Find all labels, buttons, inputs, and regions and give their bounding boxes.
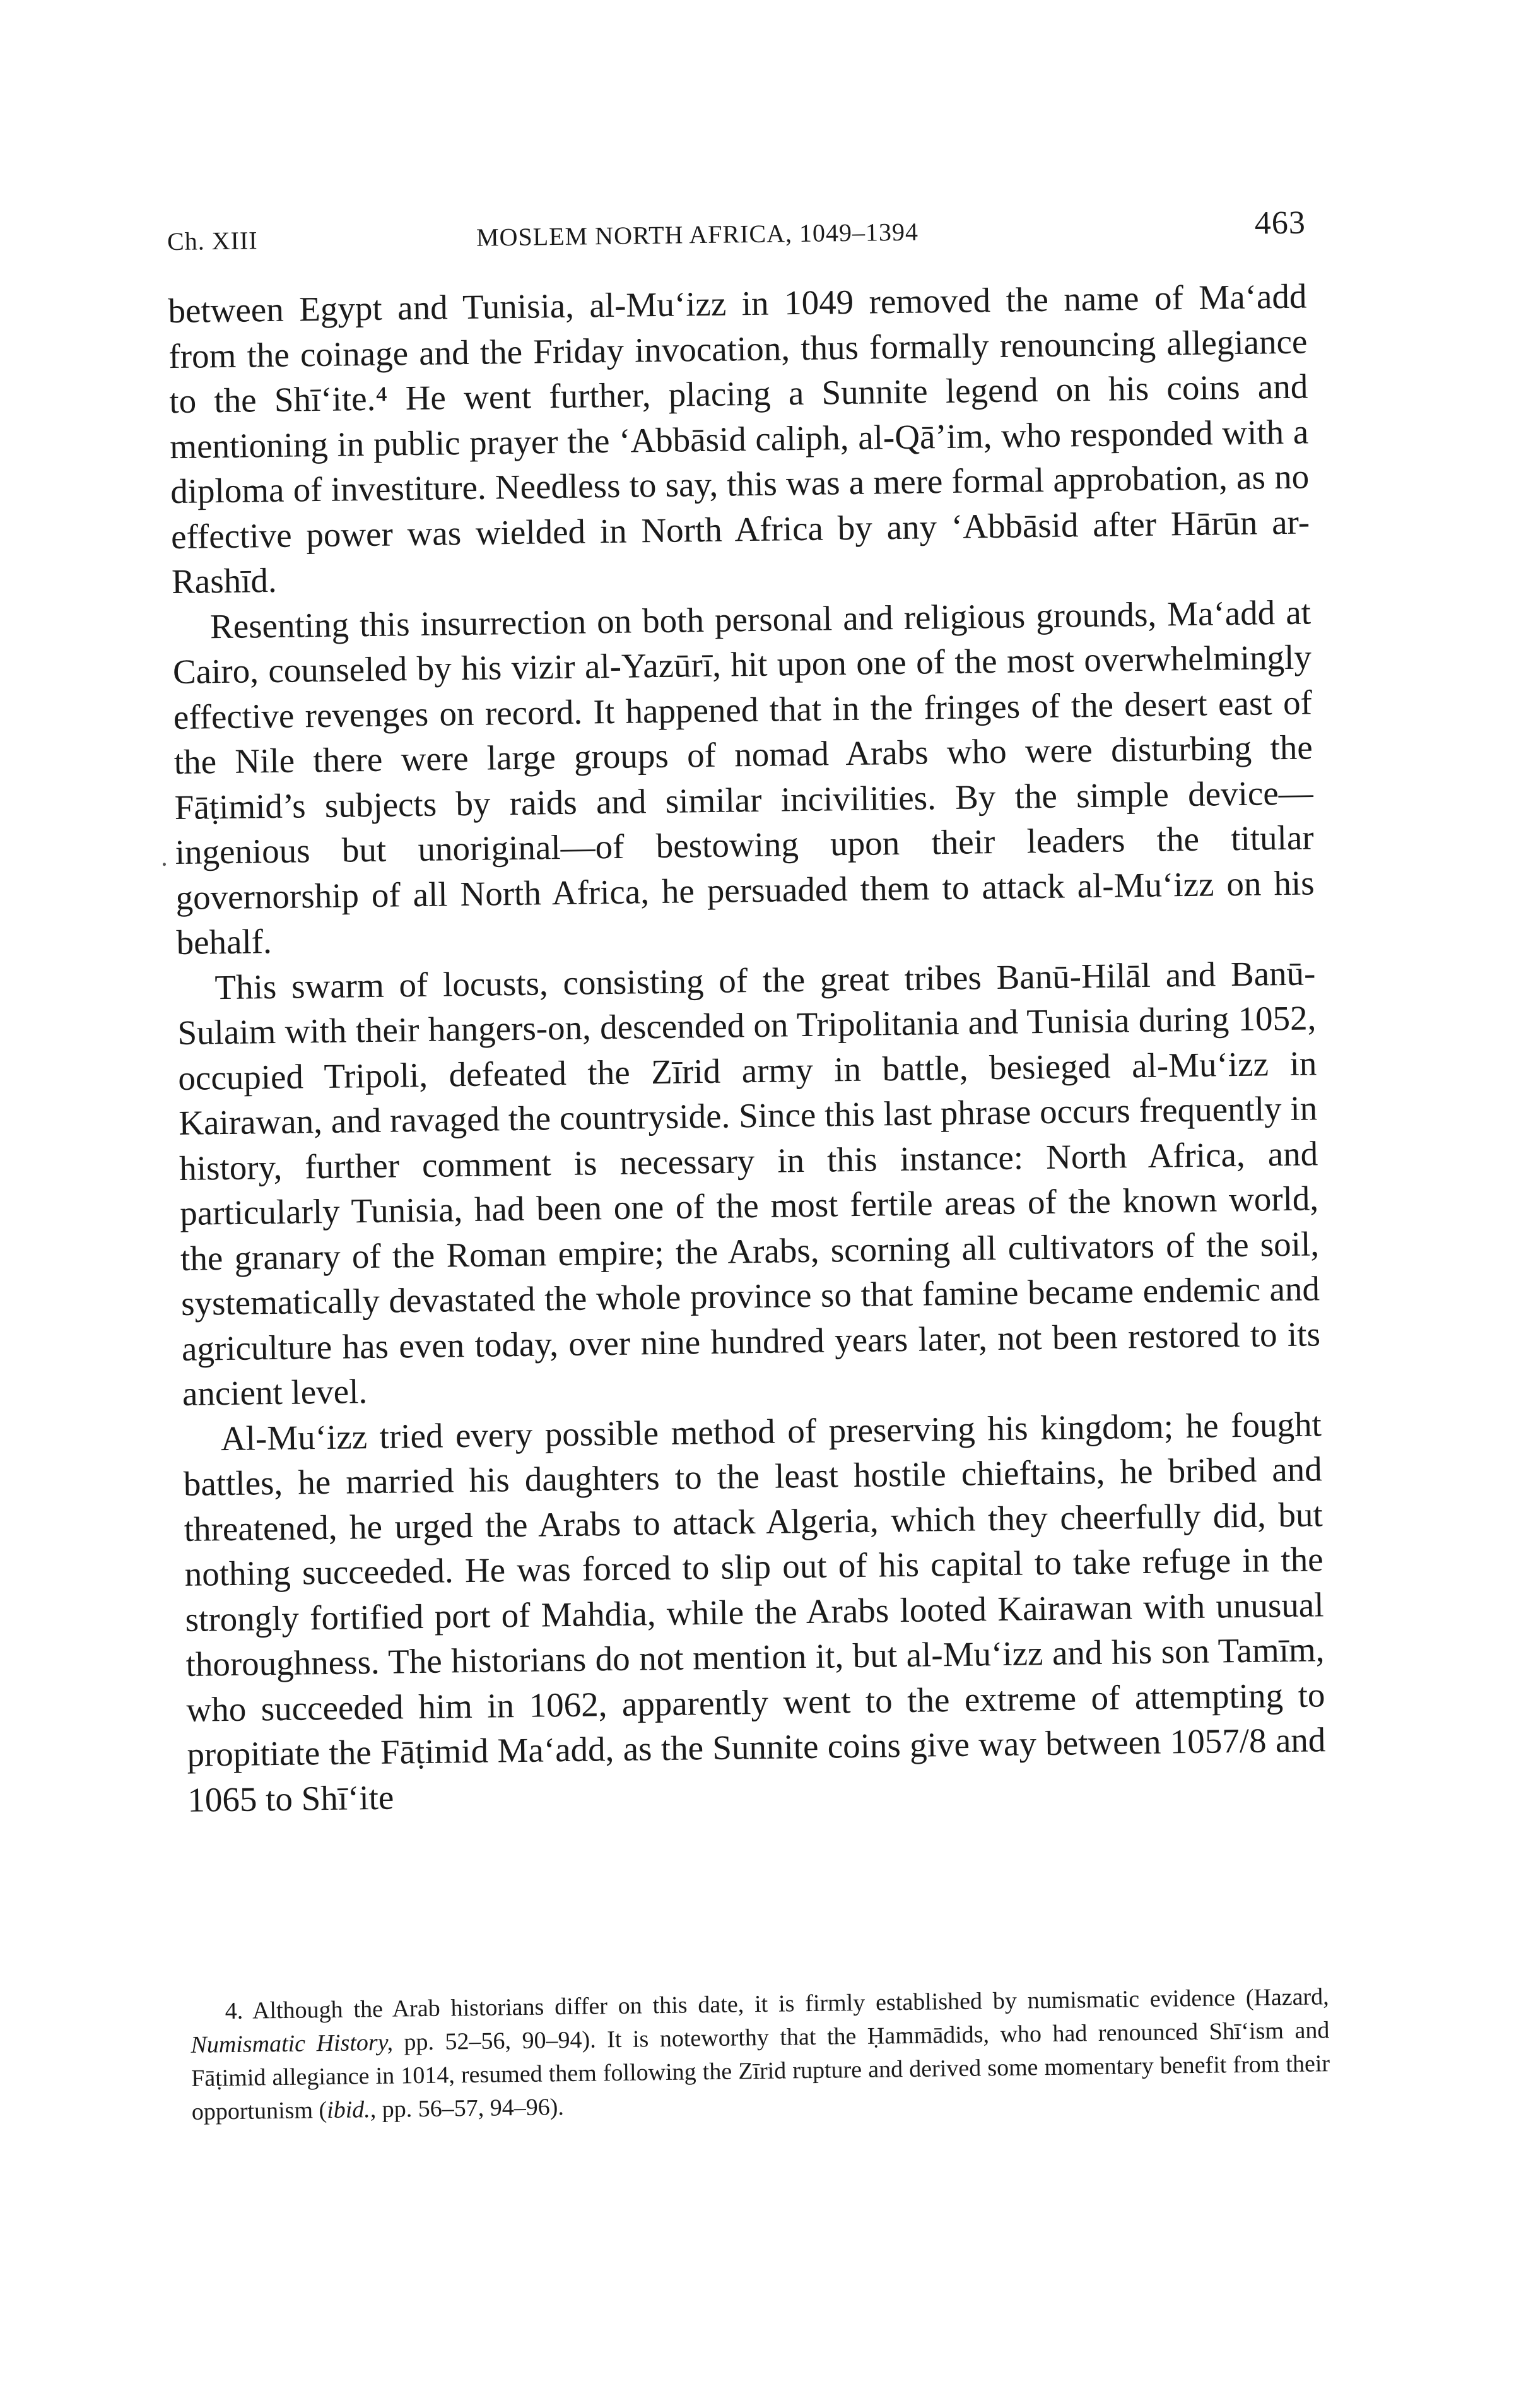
paragraph-1: between Egypt and Tunisia, al-Mu‘izz in 1049 removed the name of Ma‘add from the coinage and the Friday invocation, thus formally renouncing allegiance to the Shī‘ite.⁴ He went further, placing a Sunnite legend on his coins and mentioning in public prayer the ‘Abbāsid caliph, al-Qā’im, who responded with a diploma of investiture. Needless to say, this was a mere formal approbation, as no effective power was wielded in North Africa by any ‘Abbāsid after Hārūn ar-Rashīd. (168, 276, 1310, 601)
running-header (167, 204, 1306, 263)
footnote-ibid: ibid., (326, 2096, 377, 2124)
footnote-4 (190, 1980, 1330, 2129)
body-text (168, 273, 1327, 1822)
footnote-text-middle: pp. 52–56, 90–94). It is noteworthy that the Ḥammādids, who had renounced Shī‘ism and Fāṭimid allegiance in 1014, resumed them following the Zīrid rupture and derived some momentary benefit from their opportunism ( (191, 2017, 1330, 2125)
paragraph-4: Al-Mu‘izz tried every possible method of preserving his kingdom; he fought battles, he married his daughters to the least hostile chieftains, he bribed and threatened, he urged the Arabs to attack Algeria, which they cheerfully did, but nothing succeeded. He was forced to slip out of his capital to take refuge in the strongly fortified port of Mahdia, while the Arabs looted Kairawan with unusual thoroughness. The historians do not mention it, but al-Mu‘izz and his son Tamīm, who succeeded him in 1062, apparently went to the extreme of attempting to propitiate the Fāṭimid Ma‘add, as the Sunnite coins give way between 1057/8 and 1065 to Shī‘ite (183, 1404, 1326, 1819)
footnote-marker: 4. (225, 1997, 244, 2025)
footnote-text-start: Although the Arab historians differ on this date, it is firmly established by numismatic evidence (Hazard, (252, 1983, 1329, 2024)
paragraph-2: Resenting this insurrection on both personal and religious grounds, Ma‘add at Cairo, counseled by his vizir al-Yazūrī, hit upon one of the most overwhelmingly effective revenges on record. It happened that in the fringes of the desert east of the Nile there were large groups of nomad Arabs who were disturbing the Fāṭimid’s subjects by raids and similar incivilities. By the simple device—ingenious but unoriginal—of bestowing upon their leaders the titular governorship of all North Africa, he persuaded them to attack al-Mu‘izz on his behalf. (172, 592, 1315, 962)
running-title: MOSLEM NORTH AFRICA, 1049–1394 (476, 217, 919, 252)
footnote-title: Numismatic History, (191, 2029, 394, 2058)
page-number: 463 (1254, 204, 1306, 242)
chapter-label: Ch. XIII (167, 226, 258, 256)
margin-mark (163, 863, 166, 866)
footnote-text-end: pp. 56–57, 94–96). (375, 2094, 565, 2123)
footnotes (190, 1980, 1330, 2129)
paragraph-3: This swarm of locusts, consisting of the great tribes Banū-Hilāl and Banū-Sulaim with their hangers-on, descended on Tripolitania and Tunisia during 1052, occupied Tripoli, defeated the Zīrid army in battle, besieged al-Mu‘izz in Kairawan, and ravaged the countryside. Since this last phrase occurs frequently in history, further comment is necessary in this instance: North Africa, and particularly Tunisia, had been one of the most fertile areas of the known world, the granary of the Roman empire; the Arabs, scorning all cultivators of the soil, systematically devastated the whole province so that famine became endemic and agriculture has even today, over nine hundred years later, not been restored to its ancient level. (177, 953, 1321, 1413)
